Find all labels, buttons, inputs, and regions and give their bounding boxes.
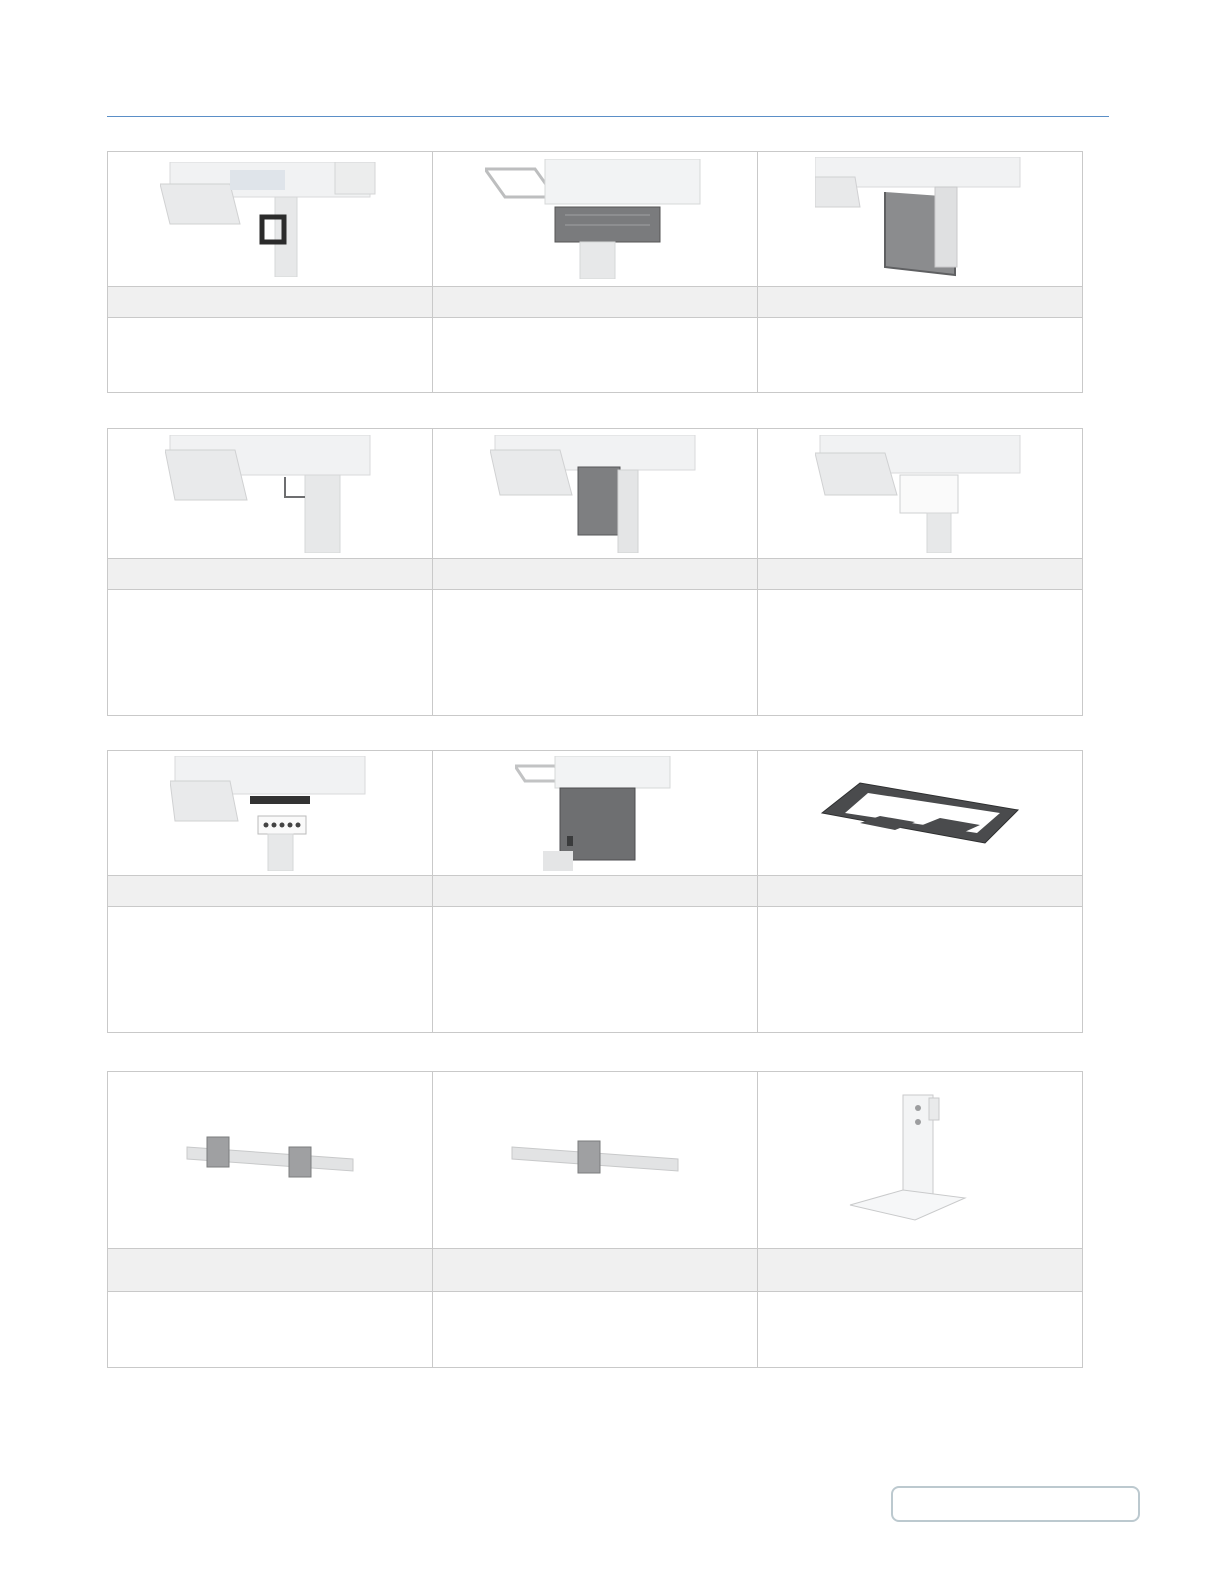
product-grid-3	[107, 750, 1083, 1033]
product-image-cell	[433, 429, 758, 558]
product-description	[758, 318, 1082, 392]
cpu-holder-image	[433, 429, 757, 558]
image-row	[108, 429, 1082, 559]
product-grid-1	[107, 151, 1083, 393]
product-image-cell	[433, 751, 758, 875]
header-rule	[107, 116, 1109, 117]
l-bracket-image	[758, 1072, 1082, 1248]
description-row	[108, 318, 1082, 392]
product-label	[108, 876, 433, 906]
label-row	[108, 287, 1082, 318]
product-image-cell	[433, 1072, 758, 1248]
worksurface-basket-image	[433, 152, 757, 286]
product-image-cell	[758, 152, 1082, 286]
product-label	[758, 559, 1082, 589]
product-label	[108, 287, 433, 317]
product-description	[108, 318, 433, 392]
product-description	[433, 318, 758, 392]
product-grid-4	[107, 1071, 1083, 1368]
power-strip-image	[108, 751, 432, 875]
product-image-cell	[108, 152, 433, 286]
product-label	[433, 559, 758, 589]
product-label	[433, 876, 758, 906]
rail-single-mount-image	[433, 1072, 757, 1248]
product-grid-2	[107, 428, 1083, 716]
product-image-cell	[758, 751, 1082, 875]
product-label	[758, 876, 1082, 906]
image-row	[108, 1072, 1082, 1249]
battery-box-image	[433, 751, 757, 875]
product-description	[758, 1292, 1082, 1367]
gasket-frame-image	[758, 751, 1082, 875]
product-image-cell	[108, 1072, 433, 1248]
description-row	[108, 590, 1082, 715]
product-description	[758, 590, 1082, 715]
product-description	[758, 907, 1082, 1032]
product-description	[433, 590, 758, 715]
product-label	[108, 559, 433, 589]
label-row	[108, 559, 1082, 590]
product-image-cell	[108, 751, 433, 875]
product-description	[108, 907, 433, 1032]
product-description	[433, 907, 758, 1032]
keyboard-tray-holder-image	[108, 152, 432, 286]
cpu-bracket-image	[758, 152, 1082, 286]
image-row	[108, 152, 1082, 287]
product-image-cell	[433, 152, 758, 286]
footer-page-box	[891, 1486, 1140, 1522]
product-description	[108, 1292, 433, 1367]
label-row	[108, 876, 1082, 907]
white-drawer-image	[758, 429, 1082, 558]
product-image-cell	[758, 429, 1082, 558]
product-description	[433, 1292, 758, 1367]
rail-two-mounts-image	[108, 1072, 432, 1248]
description-row	[108, 907, 1082, 1032]
description-row	[108, 1292, 1082, 1367]
product-image-cell	[108, 429, 433, 558]
open-bracket-image	[108, 429, 432, 558]
product-label	[433, 287, 758, 317]
product-label	[758, 1249, 1082, 1291]
product-label	[758, 287, 1082, 317]
product-label	[433, 1249, 758, 1291]
product-image-cell	[758, 1072, 1082, 1248]
product-label	[108, 1249, 433, 1291]
label-row	[108, 1249, 1082, 1292]
image-row	[108, 751, 1082, 876]
product-description	[108, 590, 433, 715]
